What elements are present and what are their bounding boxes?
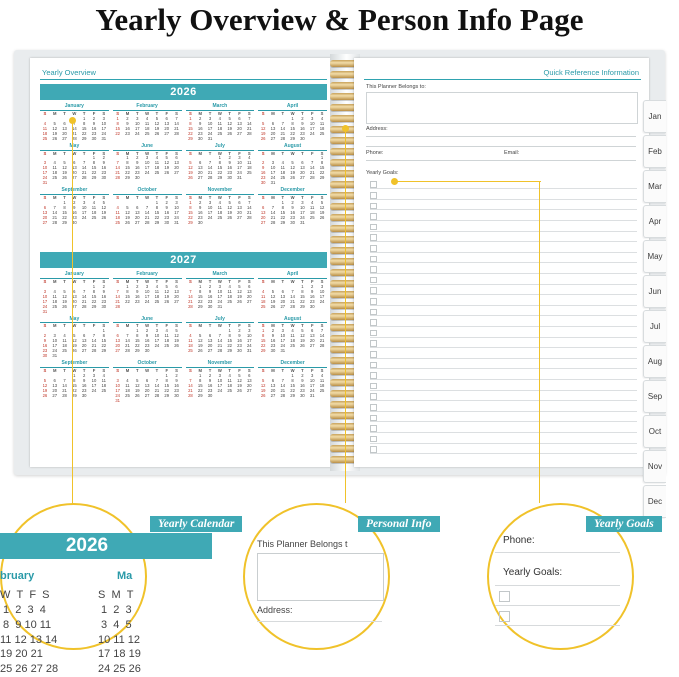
field-address-line-2[interactable] bbox=[366, 146, 636, 147]
month-grid: S M T W T F S 1 2 3 4 5 6 7 8 9 10 11 12 13 14 15 16 17 18 19 20 21 22 23 24 25 26 27 28 29 30 31 bbox=[115, 368, 179, 403]
field-address-line-1[interactable] bbox=[366, 136, 636, 137]
month-block bbox=[186, 144, 255, 187]
month-name: April bbox=[258, 104, 327, 111]
label-address: Address: bbox=[366, 126, 388, 132]
left-header-rule bbox=[40, 79, 327, 80]
goal-row[interactable] bbox=[370, 265, 637, 274]
leader-line-goals-vertical bbox=[539, 181, 540, 503]
month-name: February bbox=[113, 272, 182, 279]
month-block bbox=[186, 188, 255, 226]
month-grid: S M T W T F S 1 2 3 4 5 6 7 8 9 10 11 12 13 14 15 16 17 18 19 20 21 22 23 24 25 26 27 28 29 30 bbox=[42, 368, 107, 398]
month-tab-strip[interactable] bbox=[643, 100, 665, 520]
month-block bbox=[186, 272, 255, 315]
goal-checkbox[interactable] bbox=[370, 330, 377, 337]
goal-row[interactable] bbox=[370, 275, 637, 284]
page-title: Yearly Overview & Person Info Page bbox=[95, 2, 584, 37]
month-name: October bbox=[113, 361, 182, 368]
callout-yearly-calendar bbox=[0, 503, 147, 676]
goal-row[interactable] bbox=[370, 424, 637, 433]
leader-line-goals-horizontal bbox=[394, 181, 541, 182]
month-grid: S M T W T F S 1 2 3 4 5 6 7 8 9 10 11 12 13 14 15 16 17 18 19 20 21 22 23 24 25 26 27 28 29 30 bbox=[188, 195, 252, 225]
callout-field-phone[interactable] bbox=[495, 552, 620, 553]
month-block bbox=[40, 144, 109, 187]
yearly-overview-header: Yearly Overview bbox=[42, 68, 96, 77]
callout-goals-line-3 bbox=[495, 625, 620, 626]
goal-checkbox[interactable] bbox=[370, 213, 377, 220]
callout-month-left-grid: W T F S 1 2 3 4 8 9 10 11 11 12 13 14 19 20 21 25 26 27 28 bbox=[0, 589, 59, 676]
month-name: March bbox=[186, 272, 255, 279]
year-banner: 2026 bbox=[40, 84, 327, 100]
goal-row[interactable] bbox=[370, 339, 637, 348]
label-planner-belongs-to: This Planner Belongs to: bbox=[366, 84, 426, 90]
month-grid: S M T W T F S 1 2 3 4 5 6 7 8 9 10 11 12 13 14 15 16 17 18 19 20 21 22 23 24 25 26 27 28 29 30 31 bbox=[260, 323, 325, 354]
month-block bbox=[113, 272, 182, 315]
month-name: July bbox=[186, 144, 255, 151]
month-name: September bbox=[40, 361, 109, 368]
goal-checkbox[interactable] bbox=[370, 404, 377, 411]
goal-row[interactable] bbox=[370, 191, 637, 200]
goal-checkbox[interactable] bbox=[370, 245, 377, 252]
month-block bbox=[186, 317, 255, 360]
year-month-grid bbox=[40, 272, 327, 404]
goal-checkbox[interactable] bbox=[370, 266, 377, 273]
leader-dot-calendar bbox=[69, 117, 76, 124]
goal-row[interactable] bbox=[370, 381, 637, 390]
callout-label-belongs-to: This Planner Belongs t bbox=[257, 539, 348, 549]
month-grid: S M T W T F S 1 2 3 4 5 6 7 8 9 10 11 12 13 14 15 16 17 18 19 20 21 22 23 24 25 26 27 28 29 30 bbox=[115, 150, 179, 181]
goal-checkbox[interactable] bbox=[370, 298, 377, 305]
leader-dot-personal bbox=[342, 125, 349, 132]
month-block bbox=[113, 144, 182, 187]
callout-badge-yearly-calendar: Yearly Calendar bbox=[150, 516, 242, 532]
goal-checkbox[interactable] bbox=[370, 436, 377, 443]
goal-checkbox[interactable] bbox=[370, 277, 377, 284]
goal-checkbox[interactable] bbox=[370, 287, 377, 294]
goal-checkbox[interactable] bbox=[370, 234, 377, 241]
goal-row[interactable] bbox=[370, 286, 637, 295]
callout-field-belongs-to[interactable] bbox=[257, 553, 384, 601]
goal-row[interactable] bbox=[370, 318, 637, 327]
leader-line-personal-vertical bbox=[345, 128, 346, 503]
goal-checkbox[interactable] bbox=[370, 446, 377, 453]
month-name: February bbox=[113, 104, 182, 111]
month-tab-nov[interactable]: Nov bbox=[643, 450, 666, 483]
callout-goals-line-2 bbox=[495, 605, 620, 606]
month-block bbox=[113, 317, 182, 360]
month-block bbox=[258, 272, 327, 315]
month-name: April bbox=[258, 272, 327, 279]
month-grid: S M T W T F S 1 2 3 4 5 6 7 8 9 10 11 12 13 14 15 16 17 18 19 20 21 22 23 24 25 26 27 28 29 30 bbox=[188, 368, 252, 398]
month-block bbox=[258, 361, 327, 404]
month-name: November bbox=[186, 361, 255, 368]
goal-row[interactable] bbox=[370, 403, 637, 412]
goal-checkbox[interactable] bbox=[370, 319, 377, 326]
goal-checkbox[interactable] bbox=[370, 425, 377, 432]
goal-checkbox[interactable] bbox=[370, 309, 377, 316]
month-block bbox=[40, 317, 109, 360]
month-name: June bbox=[113, 144, 182, 151]
callout-badge-yearly-goals: Yearly Goals bbox=[586, 516, 662, 532]
month-tab-apr[interactable]: Apr bbox=[643, 205, 666, 238]
month-name: May bbox=[40, 317, 109, 324]
month-tab-may[interactable]: May bbox=[643, 240, 666, 273]
callout-label-phone: Phone: bbox=[503, 535, 535, 546]
goal-checkbox[interactable] bbox=[370, 362, 377, 369]
callout-month-left-name: bruary bbox=[0, 570, 35, 582]
goal-checkbox[interactable] bbox=[370, 383, 377, 390]
month-grid: S M T W T F S 1 2 3 4 5 6 7 8 9 10 11 12 13 14 15 16 17 18 19 20 21 22 23 24 25 26 27 28 29 30 31 bbox=[188, 323, 252, 354]
goal-row[interactable] bbox=[370, 328, 637, 337]
month-grid: S M T W T F S 1 2 3 4 5 6 7 8 9 10 11 12 13 14 15 16 17 18 19 20 21 22 23 24 25 26 27 28 29 30 bbox=[115, 323, 179, 354]
month-tab-aug[interactable]: Aug bbox=[643, 345, 666, 378]
goal-row[interactable] bbox=[370, 244, 637, 253]
callout-month-right-grid: S M T 1 2 3 3 4 5 10 11 12 17 18 19 24 25 26 bbox=[98, 589, 141, 676]
goal-row[interactable] bbox=[370, 434, 637, 443]
month-block bbox=[113, 104, 182, 142]
field-planner-belongs-to[interactable] bbox=[366, 92, 638, 124]
goal-checkbox[interactable] bbox=[370, 203, 377, 210]
month-tab-oct[interactable]: Oct bbox=[643, 415, 666, 448]
goal-checkbox[interactable] bbox=[370, 415, 377, 422]
month-tab-feb[interactable]: Feb bbox=[643, 135, 666, 168]
callout-goals-line-1 bbox=[495, 585, 620, 586]
month-name: May bbox=[40, 144, 109, 151]
month-grid: S M T W T F S 1 2 3 4 5 6 7 8 9 10 11 12 13 14 15 16 17 18 19 20 21 22 23 24 25 26 27 28 29 30 31 bbox=[42, 150, 107, 186]
year-month-grid bbox=[40, 104, 327, 226]
month-name: July bbox=[186, 317, 255, 324]
month-tab-jan[interactable]: Jan bbox=[643, 100, 666, 133]
leader-dot-goals bbox=[391, 178, 398, 185]
month-grid: S M T W T F S 1 2 3 4 5 6 7 8 9 10 11 12 13 14 15 16 17 18 19 20 21 22 23 24 25 26 27 28 bbox=[115, 278, 179, 309]
month-name: November bbox=[186, 188, 255, 195]
goal-row[interactable] bbox=[370, 360, 637, 369]
month-grid: S M T W T F S 1 2 3 4 5 6 7 8 9 10 11 12 13 14 15 16 17 18 19 20 21 22 23 24 25 26 27 28 29 30 bbox=[260, 278, 325, 309]
month-block bbox=[40, 188, 109, 226]
month-name: January bbox=[40, 272, 109, 279]
month-grid: S M T W T F S 1 2 3 4 5 6 7 8 9 10 11 12 13 14 15 16 17 18 19 20 21 22 23 24 25 26 27 28 29 30 31 bbox=[260, 195, 325, 225]
label-email: Email: bbox=[504, 150, 520, 156]
month-grid: S M T W T F S 1 2 3 4 5 6 7 8 9 10 11 12 13 14 15 16 17 18 19 20 21 22 23 24 25 26 27 28 29 30 31 bbox=[115, 195, 179, 225]
goal-row[interactable] bbox=[370, 445, 637, 454]
month-tab-mar[interactable]: Mar bbox=[643, 170, 666, 203]
goal-checkbox[interactable] bbox=[370, 393, 377, 400]
callout-goal-checkbox-2[interactable] bbox=[499, 611, 510, 622]
month-block bbox=[258, 104, 327, 142]
month-grid: S M T W T F S 1 2 3 4 5 6 7 8 9 10 11 12 13 14 15 16 17 18 19 20 21 22 23 24 25 26 27 28 29 30 31 bbox=[188, 278, 252, 309]
month-grid: S M T W T F S 1 2 3 4 5 6 8 9 10 11 12 13 14 15 16 17 18 19 20 21 22 23 24 25 26 27 28 29 30 31 bbox=[42, 110, 107, 141]
goal-row[interactable] bbox=[370, 233, 637, 242]
goal-checkbox[interactable] bbox=[370, 372, 377, 379]
month-grid: S M T W T F S 1 2 3 4 5 6 7 8 9 10 11 12 13 14 15 16 17 18 19 20 21 22 23 24 25 26 27 28 29 30 31 bbox=[188, 150, 252, 181]
callout-label-address: Address: bbox=[257, 605, 293, 615]
callout-field-address[interactable] bbox=[257, 621, 382, 622]
month-block bbox=[113, 188, 182, 226]
leader-line-calendar-vertical bbox=[72, 120, 73, 505]
goal-row[interactable] bbox=[370, 307, 637, 316]
month-grid: S M T W T F S 1 2 3 4 5 6 7 8 9 10 11 12 13 14 15 16 17 18 19 20 21 22 23 24 25 26 27 28 29 30 31 bbox=[42, 278, 107, 314]
callout-month-right-name: Ma bbox=[117, 570, 133, 582]
month-name: December bbox=[258, 188, 327, 195]
right-header-rule bbox=[364, 79, 641, 80]
callout-year-banner: 2026 bbox=[0, 533, 212, 559]
label-yearly-goals: Yearly Goals: bbox=[366, 170, 399, 176]
goal-row[interactable] bbox=[370, 413, 637, 422]
month-tab-jun[interactable]: Jun bbox=[643, 275, 666, 308]
month-block bbox=[40, 272, 109, 315]
planner-right-page bbox=[354, 58, 649, 467]
callout-badge-personal-info: Personal Info bbox=[358, 516, 440, 532]
planner-photo bbox=[14, 50, 665, 506]
goal-row[interactable] bbox=[370, 392, 637, 401]
month-name: August bbox=[258, 144, 327, 151]
month-tab-sep[interactable]: Sep bbox=[643, 380, 666, 413]
month-name: June bbox=[113, 317, 182, 324]
goal-checkbox[interactable] bbox=[370, 351, 377, 358]
month-grid: S M T W T F S 1 2 3 4 5 6 7 8 9 10 11 12 13 14 15 16 17 18 19 20 21 22 23 24 25 26 27 28 29 30 31 bbox=[260, 368, 325, 398]
month-name: January bbox=[40, 104, 109, 111]
quick-reference-header: Quick Reference Information bbox=[543, 68, 639, 77]
goal-row[interactable] bbox=[370, 350, 637, 359]
month-block bbox=[40, 361, 109, 404]
goal-checkbox[interactable] bbox=[370, 192, 377, 199]
goal-checkbox[interactable] bbox=[370, 181, 377, 188]
goal-row[interactable] bbox=[370, 297, 637, 306]
goal-checkbox[interactable] bbox=[370, 340, 377, 347]
goal-row[interactable] bbox=[370, 201, 637, 210]
month-name: December bbox=[258, 361, 327, 368]
month-block bbox=[186, 104, 255, 142]
goal-checkbox[interactable] bbox=[370, 224, 377, 231]
month-name: March bbox=[186, 104, 255, 111]
month-grid: S M T W T F S 1 2 3 4 5 6 7 8 9 10 11 12 13 14 15 16 17 18 19 20 21 22 23 24 25 26 27 28 29 30 bbox=[260, 110, 325, 141]
goal-row[interactable] bbox=[370, 254, 637, 263]
month-block bbox=[258, 317, 327, 360]
year-banner: 2027 bbox=[40, 252, 327, 268]
month-name: October bbox=[113, 188, 182, 195]
month-grid: S M T W T F S 1 2 3 4 5 6 7 8 9 10 11 12 13 14 15 16 17 18 19 20 21 22 23 24 25 26 27 28 29 30 31 bbox=[188, 110, 252, 141]
label-phone: Phone: bbox=[366, 150, 384, 156]
month-block bbox=[258, 144, 327, 187]
month-grid: S M T W T F S 1 2 3 4 5 6 7 8 9 10 11 12 13 14 15 16 17 18 19 20 21 22 23 24 25 26 27 28 bbox=[115, 110, 179, 136]
month-name: September bbox=[40, 188, 109, 195]
month-grid: S M T W T F S 1 2 3 4 5 6 7 8 9 10 11 12 13 14 15 16 17 18 19 20 21 22 23 24 25 26 27 28 29 30 bbox=[42, 195, 107, 225]
goal-row[interactable] bbox=[370, 371, 637, 380]
month-tab-jul[interactable]: Jul bbox=[643, 310, 666, 343]
month-grid: S M T W T F S 1 2 3 4 5 6 7 8 9 10 11 12 13 14 15 16 17 18 19 20 21 22 23 24 25 26 27 28 29 30 31 bbox=[260, 150, 325, 186]
field-phone-email-line[interactable] bbox=[366, 160, 636, 161]
goal-checkbox[interactable] bbox=[370, 256, 377, 263]
month-tab-dec[interactable]: Dec bbox=[643, 485, 666, 518]
callout-label-yearly-goals: Yearly Goals: bbox=[503, 567, 563, 578]
month-block bbox=[186, 361, 255, 404]
month-block bbox=[258, 188, 327, 226]
month-block bbox=[113, 361, 182, 404]
month-grid: S M T W T F S 1 2 3 4 5 6 7 8 9 10 11 12 13 14 15 16 17 18 19 20 21 22 23 24 25 26 27 28 29 30 31 bbox=[42, 323, 107, 359]
goal-row[interactable] bbox=[370, 222, 637, 231]
goal-row[interactable] bbox=[370, 212, 637, 221]
month-name: August bbox=[258, 317, 327, 324]
callout-goal-checkbox-1[interactable] bbox=[499, 591, 510, 602]
